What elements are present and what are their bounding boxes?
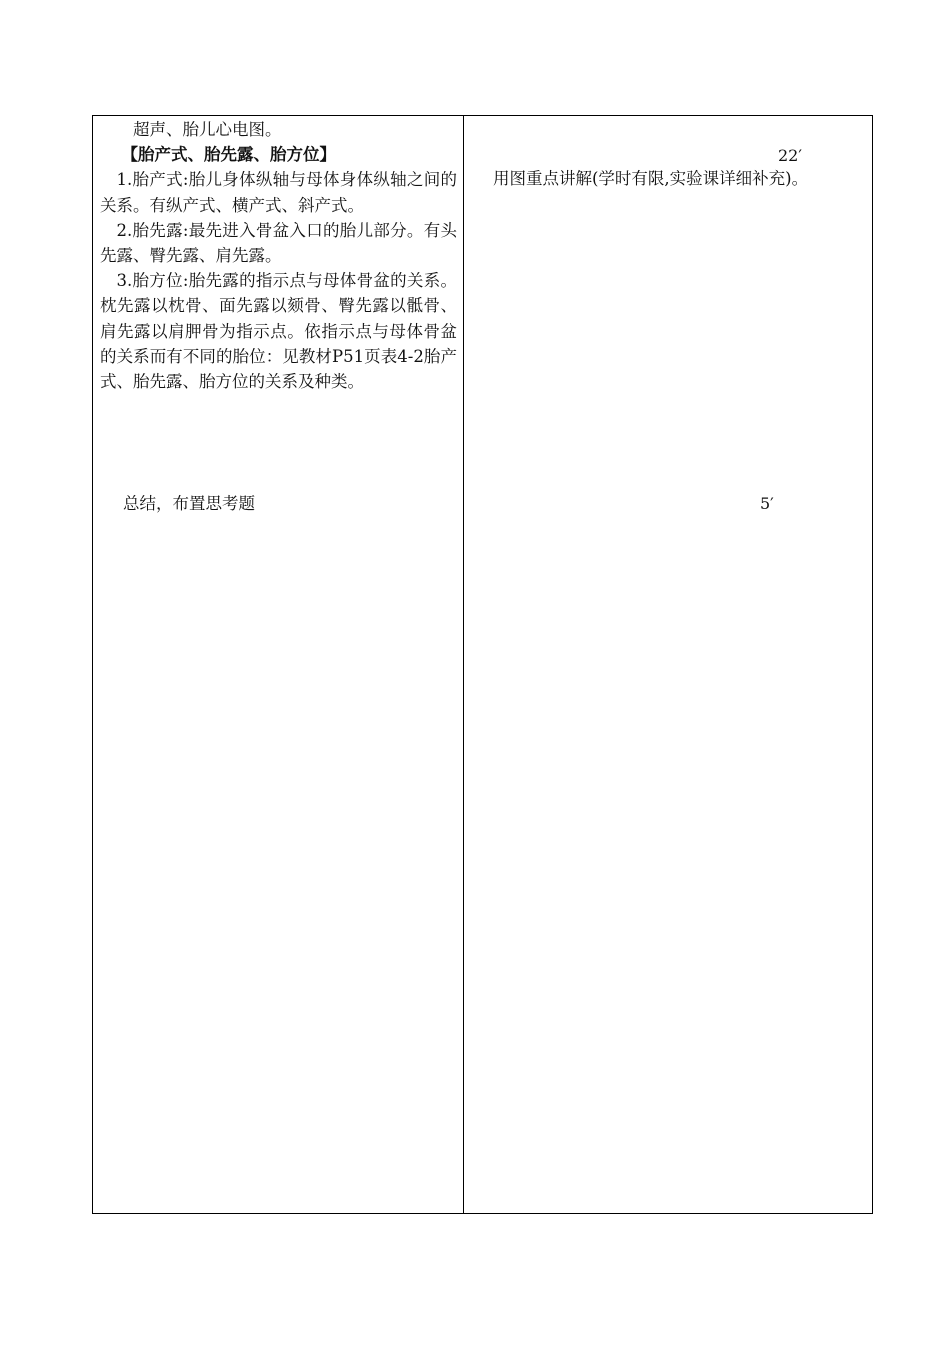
fetal-presentation-paragraph: 2.胎先露:最先进入骨盆入口的胎儿部分。有头先露、臀先露、肩先露。	[100, 220, 457, 266]
fetal-position-paragraph: 3.胎方位:胎先露的指示点与母体骨盆的关系。枕先露以枕骨、面先露以颏骨、臀先露以骶骨、肩先露以肩胛骨为指示点。依指示点与母体骨盆的关系而有不同的胎位：见教材P51页表4-2胎产式、胎先露、胎方位的关系及种类。	[100, 271, 457, 392]
content-cell	[93, 116, 463, 1213]
method-cell	[464, 116, 872, 1213]
time-allocation-2: 5′	[760, 494, 774, 513]
fetal-lie-paragraph: 1.胎产式:胎儿身体纵轴与母体身体纵轴之间的关系。有纵产式、横产式、斜产式。	[100, 170, 457, 215]
lesson-plan-table	[92, 115, 873, 1214]
section-heading: 【胎产式、胎先露、胎方位】	[121, 145, 336, 165]
content-text-block	[100, 117, 457, 394]
teaching-method-note: 用图重点讲解(学时有限,实验课详细补充)。	[493, 169, 809, 188]
summary-line: 总结，布置思考题	[123, 494, 255, 513]
intro-line: 超声、胎儿心电图。	[133, 120, 282, 139]
time-allocation-1: 22′	[778, 146, 802, 165]
